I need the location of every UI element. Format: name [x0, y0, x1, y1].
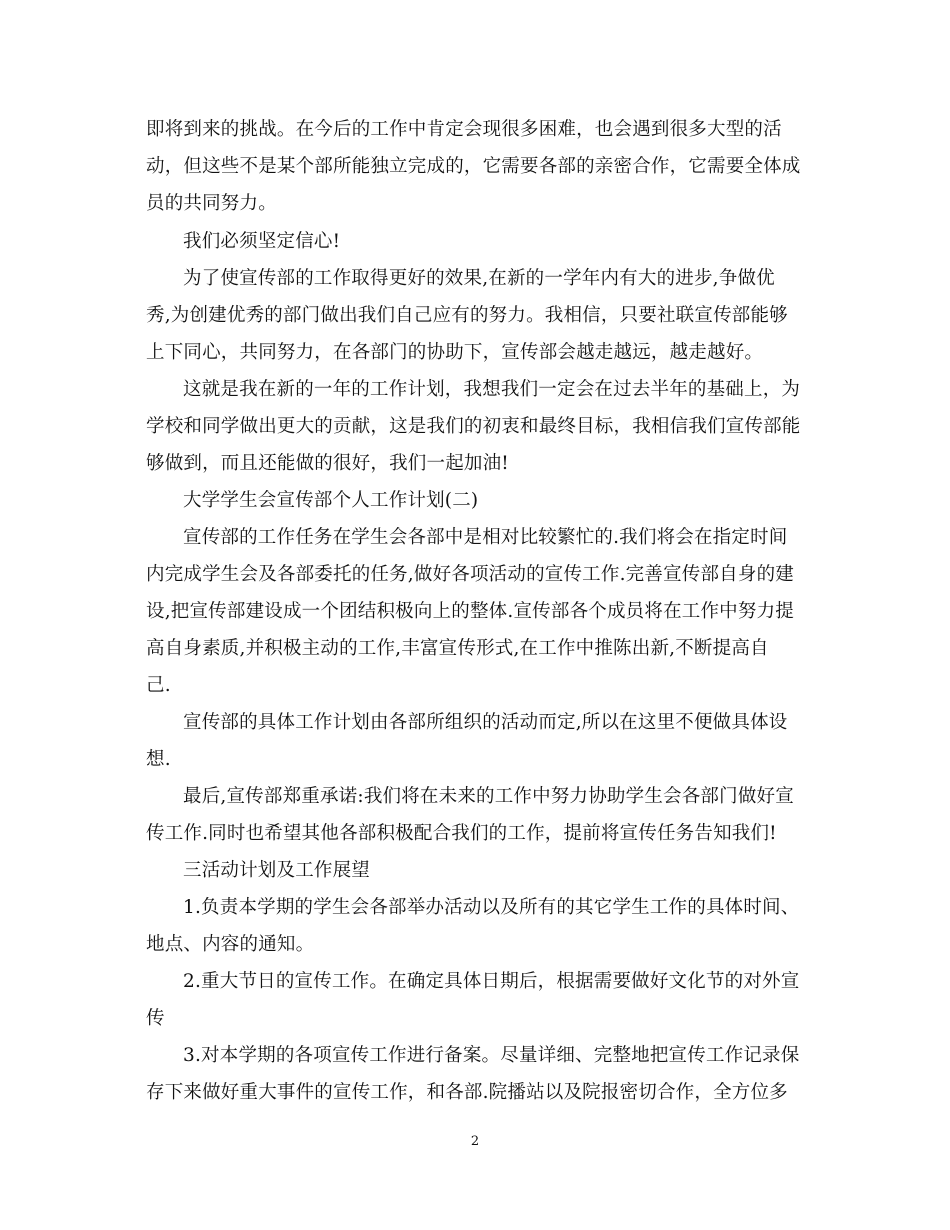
text-line: 秀,为创建优秀的部门做出我们自己应有的努力。我相信，只要社联宣传部能够 [146, 305, 788, 326]
text-line: 内完成学生会及各部委托的任务,做好各项活动的宣传工作.完善宣传部自身的建 [146, 564, 794, 585]
list-item-line: 3.对本学期的各项宣传工作进行备案。尽量详细、完整地把宣传工作记录保 [183, 1045, 800, 1066]
text-line: 学校和同学做出更大的贡献，这是我们的初衷和最终目标，我相信我们宣传部能 [146, 416, 801, 437]
text-line: 我们必须坚定信心! [183, 231, 341, 252]
text-line: 最后,宣传部郑重承诺:我们将在未来的工作中努力协助学生会各部门做好宣 [183, 786, 794, 807]
list-item-line: 传 [146, 1008, 165, 1029]
text-line: 宣传部的具体工作计划由各部所组织的活动而定,所以在这里不便做具体设 [183, 712, 788, 733]
text-line: 员的共同努力。 [146, 193, 277, 214]
text-line: 宣传部的工作任务在学生会各部中是相对比较繁忙的.我们将会在指定时间 [183, 527, 788, 548]
text-line: 够做到，而且还能做的很好，我们一起加油! [146, 453, 509, 474]
list-item-line: 地点、内容的通知。 [146, 934, 315, 955]
section-heading: 三活动计划及工作展望 [183, 860, 371, 881]
section-heading: 大学学生会宣传部个人工作计划(二) [183, 490, 479, 511]
text-line: 高自身素质,并积极主动的工作,丰富宣传形式,在工作中推陈出新,不断提高自 [146, 638, 769, 659]
text-line: 动，但这些不是某个部所能独立完成的，它需要各部的亲密合作，它需要全体成 [146, 156, 801, 177]
page-number: 2 [470, 1134, 480, 1149]
text-line: 为了使宣传部的工作取得更好的效果,在新的一学年内有大的进步,争做优 [183, 268, 775, 289]
list-item-line: 1.负责本学期的学生会各部举办活动以及所有的其它学生工作的具体时间、 [183, 897, 800, 918]
list-item-line: 2.重大节日的宣传工作。在确定具体日期后，根据需要做好文化节的对外宣 [183, 971, 800, 992]
text-line: 上下同心，共同努力，在各部门的协助下，宣传部会越走越远，越走越好。 [146, 342, 764, 363]
text-line: 即将到来的挑战。在今后的工作中肯定会现很多困难，也会遇到很多大型的活 [146, 119, 782, 140]
text-line: 传工作.同时也希望其他各部积极配合我们的工作，提前将宣传任务告知我们! [146, 823, 777, 844]
text-line: 己. [146, 675, 171, 696]
text-line: 想. [146, 749, 171, 770]
text-line: 设,把宣传部建设成一个团结积极向上的整体.宣传部各个成员将在工作中努力提 [146, 601, 794, 622]
list-item-line: 存下来做好重大事件的宣传工作，和各部.院播站以及院报密切合作，全方位多 [146, 1082, 788, 1103]
text-line: 这就是我在新的一年的工作计划，我想我们一定会在过去半年的基础上，为 [183, 379, 801, 400]
